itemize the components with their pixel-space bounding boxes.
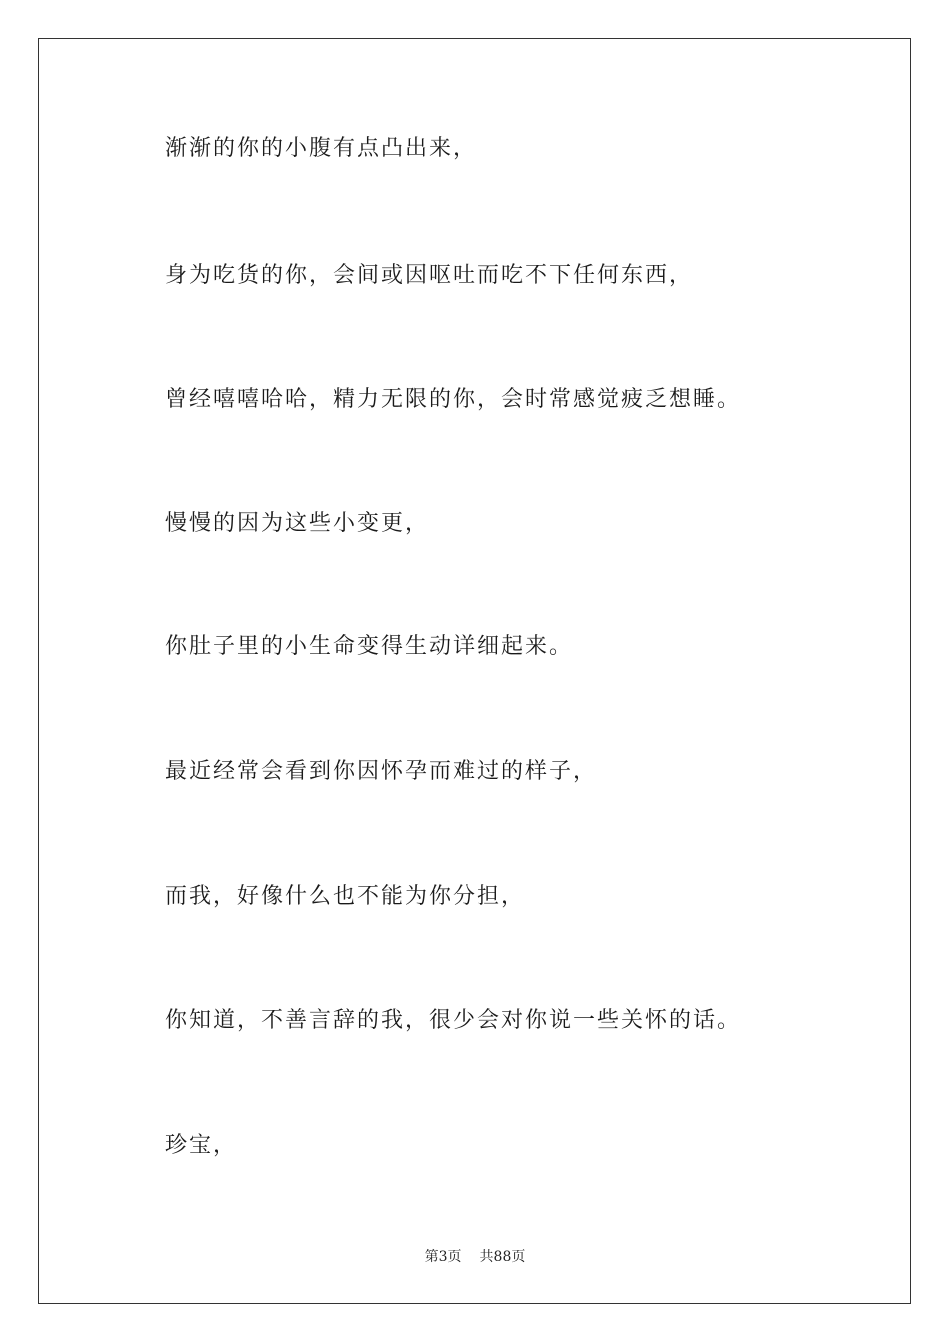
body-text-line: 你知道，不善言辞的我，很少会对你说一些关怀的话。 (165, 1008, 742, 1033)
body-text-line: 而我，好像什么也不能为你分担， (165, 884, 526, 909)
page-footer (0, 1248, 950, 1266)
page-border (38, 38, 911, 1304)
body-text-line: 慢慢的因为这些小变更， (165, 511, 430, 536)
page-number: 第3页 (424, 1249, 462, 1265)
page-total: 共88页 (479, 1249, 526, 1265)
body-text-line: 珍宝， (165, 1133, 238, 1158)
body-text-line: 最近经常会看到你因怀孕而难过的样子， (165, 759, 598, 784)
body-text-line: 你肚子里的小生命变得生动详细起来。 (165, 634, 574, 659)
body-text-line: 渐渐的你的小腹有点凸出来， (165, 136, 478, 161)
body-text-line: 身为吃货的你，会间或因呕吐而吃不下任何东西， (165, 263, 694, 288)
body-text-line: 曾经嘻嘻哈哈，精力无限的你，会时常感觉疲乏想睡。 (165, 387, 742, 412)
